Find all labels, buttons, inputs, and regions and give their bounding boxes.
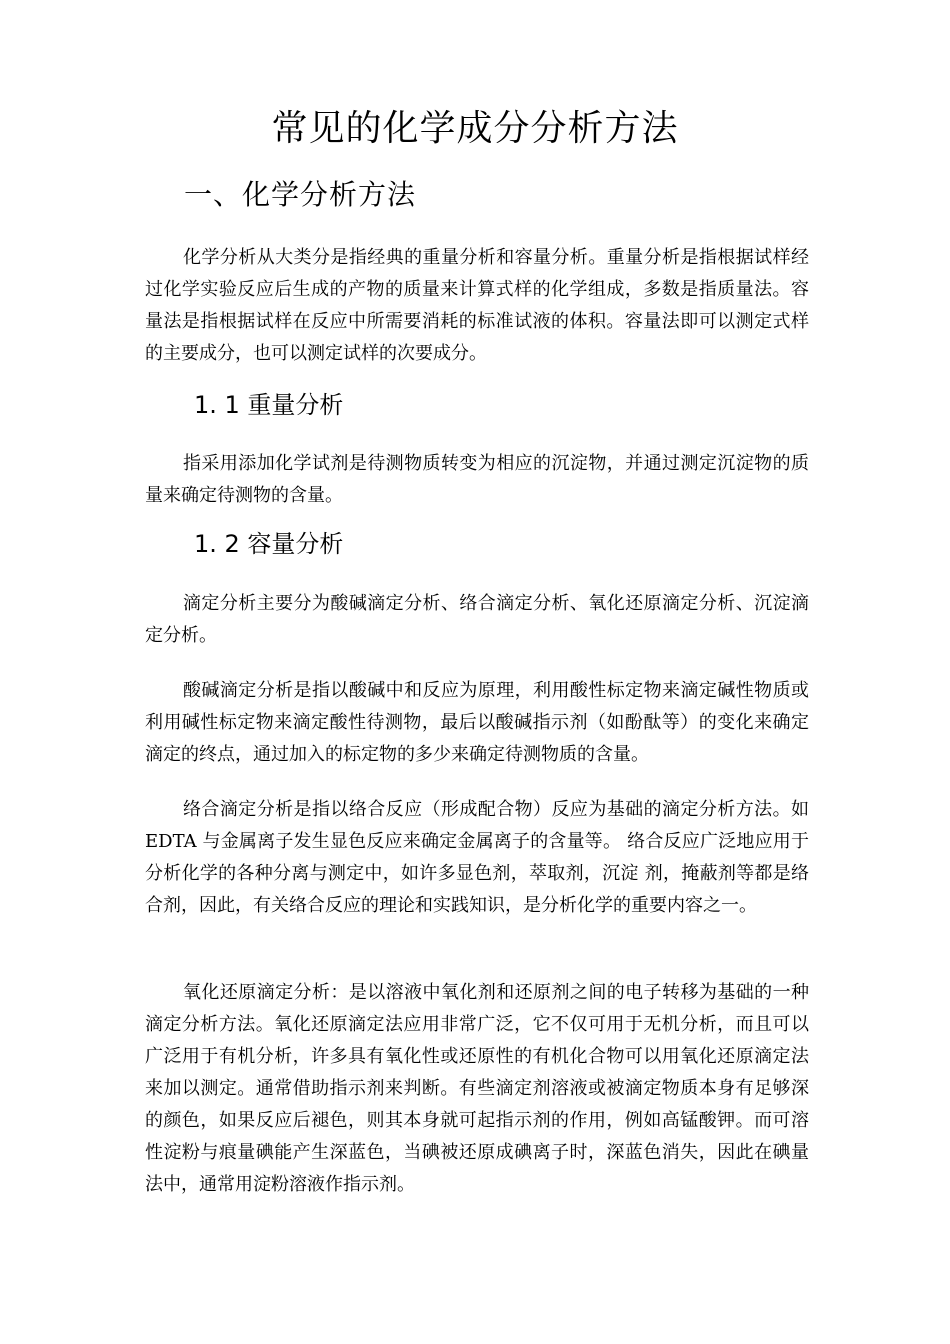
document-title: 常见的化学成分分析方法	[271, 108, 679, 149]
paragraph-titration-types: 滴定分析主要分为酸碱滴定分析、络合滴定分析、氧化还原滴定分析、沉淀滴定分析。	[145, 593, 809, 646]
paragraph-complexometric: 络合滴定分析是指以络合反应（形成配合物）反应为基础的滴定分析方法。如 EDTA 与金属离子发生显色反应来确定金属离子的含量等。 络合反应广泛地应用于分析化学的各种分离与测定中，如许多显色剂，萃取剂，沉淀 剂，掩蔽剂等都是络合剂，因此，有关络合反应的理论和实践知识，是分析化学的重要内容之一。	[145, 799, 809, 916]
paragraph-redox: 氧化还原滴定分析：是以溶液中氧化剂和还原剂之间的电子转移为基础的一种滴定分析方法。氧化还原滴定法应用非常广泛，它不仅可用于无机分析，而且可以广泛用于有机分析，许多具有氧化性或还原性的有机化合物可以用氧化还原滴定法来加以测定。通常借助指示剂来判断。有些滴定剂溶液或被滴定物质本身有足够深的颜色，如果反应后褪色，则其本身就可起指示剂的作用，例如高锰酸钾。而可溶性淀粉与痕量碘能产生深蓝色，当碘被还原成碘离子时，深蓝色消失，因此在碘量法中，通常用淀粉溶液作指示剂。	[145, 982, 809, 1195]
section-heading-chemical-analysis: 一、化学分析方法	[184, 178, 417, 211]
subsection-heading-gravimetric: 1. 1 重量分析	[194, 391, 344, 419]
paragraph-acid-base: 酸碱滴定分析是指以酸碱中和反应为原理，利用酸性标定物来滴定碱性物质或利用碱性标定物来滴定酸性待测物，最后以酸碱指示剂（如酚酞等）的变化来确定滴定的终点，通过加入的标定物的多少来确定待测物质的含量。	[145, 680, 809, 765]
paragraph-intro: 化学分析从大类分是指经典的重量分析和容量分析。重量分析是指根据试样经过化学实验反应后生成的产物的质量来计算式样的化学组成，多数是指质量法。容量法是指根据试样在反应中所需要消耗的标准试液的体积。容量法即可以测定式样的主要成分，也可以测定试样的次要成分。	[145, 247, 809, 364]
paragraph-gravimetric: 指采用添加化学试剂是待测物质转变为相应的沉淀物，并通过测定沉淀物的质量来确定待测物的含量。	[145, 453, 809, 506]
subsection-heading-volumetric: 1. 2 容量分析	[194, 530, 344, 558]
